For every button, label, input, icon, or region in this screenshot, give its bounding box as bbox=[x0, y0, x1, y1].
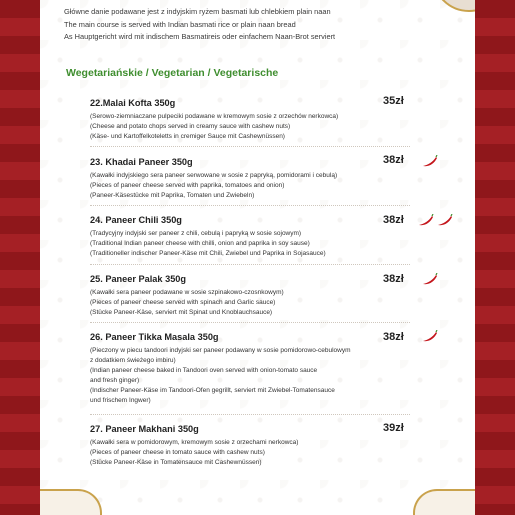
dish-description bbox=[90, 438, 390, 468]
dish-description-line: (Serowo-ziemniaczane pulpeciki podawane w kremowym sosie z orzechów nerkowca) bbox=[90, 113, 339, 120]
dish-description-line: (Kawałki indyjskiego sera paneer serwowane w sosie z papryką, pomidorami i cebulą) bbox=[90, 172, 338, 179]
dish-description-line: (Cheese and potato chops served in creamy sauce with cashew nuts) bbox=[90, 123, 291, 130]
chili-pepper-icon bbox=[422, 330, 438, 342]
dish-description-line: (Pieces of paneer cheese in tomato sauce with cashew nuts) bbox=[90, 449, 265, 456]
dish-description-line: (Käse- und Kartoffelkoteletts in cremiger Sauce mit Cashewnüssen) bbox=[90, 133, 285, 140]
dish-description-line: (Traditioneller indischer Paneer-Käse mit Chili, Zwiebel und Paprika in Sojasauce) bbox=[90, 250, 326, 257]
dish-description-line: (Tradycyjny indyjski ser paneer z chili, cebulą i papryką w sosie sojowym) bbox=[90, 230, 302, 237]
dish-price: 35zł bbox=[383, 95, 404, 107]
dish-price: 38zł bbox=[383, 154, 404, 166]
dish-description-line: z dodatkiem świeżego imbiru) bbox=[90, 357, 176, 364]
chili-pepper-icon bbox=[422, 155, 438, 167]
left-decorative-border bbox=[0, 0, 40, 515]
dish-description-line: (Kawałki sera w pomidorowym, kremowym sosie z orzechami nerkowca) bbox=[90, 439, 299, 446]
menu-item bbox=[90, 331, 390, 406]
intro-line-de: As Hauptgericht wird mit indischem Basmatireis oder einfachem Naan-Brot serviert bbox=[64, 32, 336, 41]
dish-title: 27. Paneer Makhani 350g bbox=[90, 424, 199, 434]
chili-pepper-icon bbox=[437, 214, 453, 226]
dish-price: 38zł bbox=[383, 214, 404, 226]
divider bbox=[90, 146, 410, 147]
intro-text bbox=[64, 6, 404, 44]
dish-description-line: (Stücke Paneer-Käse, serviert mit Spinat und Knoblauchsauce) bbox=[90, 309, 273, 316]
menu-item bbox=[90, 423, 390, 468]
intro-line-pl: Główne danie podawane jest z indyjskim ryżem basmati lub chlebkiem plain naan bbox=[64, 7, 331, 16]
right-decorative-border bbox=[475, 0, 515, 515]
menu-item bbox=[90, 156, 390, 201]
menu-page bbox=[40, 0, 475, 515]
dish-description-line: (Paneer-Käsestücke mit Paprika, Tomaten und Zwiebeln) bbox=[90, 192, 255, 199]
dish-description bbox=[90, 346, 390, 406]
menu-item bbox=[90, 97, 390, 142]
dish-description-line: (Pieczony w piecu tandoori indyjski ser paneer podawany w sosie pomidorowo-cebulowym bbox=[90, 347, 351, 354]
section-title: Wegetariańskie / Vegetarian / Vegetarische bbox=[66, 67, 279, 79]
dish-title: 22.Malai Kofta 350g bbox=[90, 98, 176, 108]
dish-title: 23. Khadai Paneer 350g bbox=[90, 157, 193, 167]
dish-price: 39zł bbox=[383, 422, 404, 434]
divider bbox=[90, 322, 410, 323]
dish-description-line: (Indischer Paneer-Käse im Tandoori-Ofen gegrillt, serviert mit Zwiebel-Tomatensauce bbox=[90, 387, 335, 394]
dish-description bbox=[90, 288, 390, 318]
dish-description bbox=[90, 171, 390, 201]
divider bbox=[90, 264, 410, 265]
decorative-medallion bbox=[432, 0, 475, 12]
dish-description-line: and fresh ginger) bbox=[90, 377, 140, 384]
bottom-right-ornament bbox=[413, 489, 475, 515]
dish-description-line: (Traditional Indian paneer cheese with chilli, onion and paprika in soy sause) bbox=[90, 240, 310, 247]
bottom-left-ornament bbox=[40, 489, 102, 515]
dish-description-line: (Indian paneer cheese baked in Tandoori oven served with onion-tomato sauce bbox=[90, 367, 318, 374]
dish-price: 38zł bbox=[383, 273, 404, 285]
dish-description-line: und frischem Ingwer) bbox=[90, 397, 151, 404]
dish-description bbox=[90, 229, 390, 259]
menu-item bbox=[90, 214, 390, 259]
dish-description-line: (Pieces of paneer cheese served with paprika, tomatoes and onion) bbox=[90, 182, 285, 189]
chili-pepper-icon bbox=[418, 214, 434, 226]
dish-price: 38zł bbox=[383, 331, 404, 343]
dish-title: 25. Paneer Palak 350g bbox=[90, 274, 187, 284]
dish-title: 26. Paneer Tikka Masala 350g bbox=[90, 332, 219, 342]
dish-description-line: (Pieces of paneer cheese served with spinach and Garlic sauce) bbox=[90, 299, 276, 306]
dish-description-line: (Stücke Paneer-Käse in Tomatensauce mit Cashewnüssen) bbox=[90, 459, 262, 466]
dish-description bbox=[90, 112, 390, 142]
dish-title: 24. Paneer Chili 350g bbox=[90, 215, 182, 225]
chili-pepper-icon bbox=[422, 273, 438, 285]
menu-item bbox=[90, 273, 390, 318]
dish-description-line: (Kawałki sera paneer podawane w sosie szpinakowo-czosnkowym) bbox=[90, 289, 284, 296]
divider bbox=[90, 414, 410, 415]
divider bbox=[90, 205, 410, 206]
intro-line-en: The main course is served with Indian basmati rice or plain naan bread bbox=[64, 19, 296, 29]
